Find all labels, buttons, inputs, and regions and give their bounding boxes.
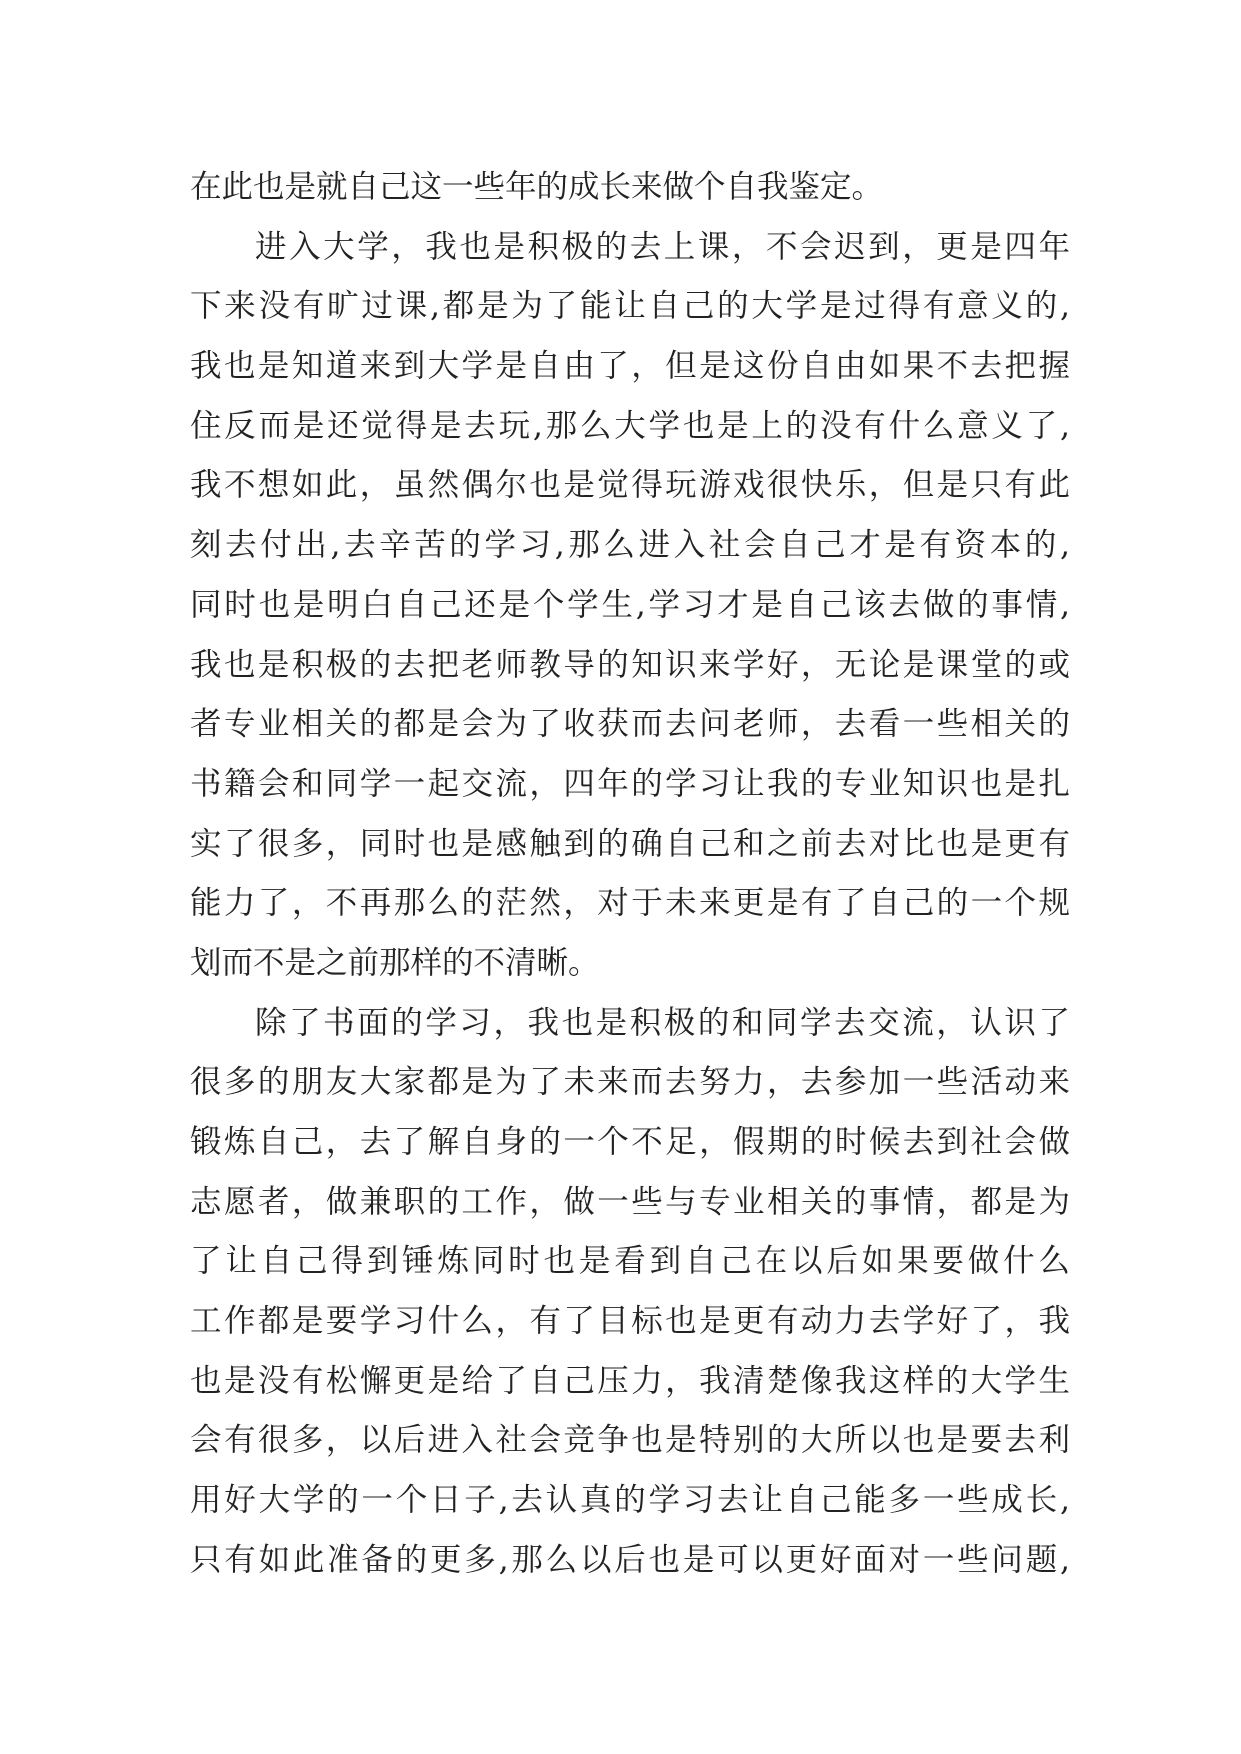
text-line: 划而不是之前那样的不清晰。 (190, 944, 600, 981)
paragraph-first-line: 进入大学，我也是积极的去上课，不会迟到，更是四年 (255, 228, 1070, 265)
text-line: 工作都是要学习什么，有了目标也是更有动力去学好了，我 (190, 1303, 1070, 1340)
text-line: 在此也是就自己这一些年的成长来做个自我鉴定。 (190, 169, 884, 205)
text-line: 实了很多，同时也是感触到的确自己和之前去对比也是更有 (190, 825, 1070, 862)
text-line: 住反而是还觉得是去玩,那么大学也是上的没有什么意义了, (190, 407, 1070, 444)
text-line: 我不想如此，虽然偶尔也是觉得玩游戏很快乐，但是只有此 (190, 467, 1070, 504)
text-line: 书籍会和同学一起交流，四年的学习让我的专业知识也是扎 (190, 765, 1070, 802)
text-line: 志愿者，做兼职的工作，做一些与专业相关的事情，都是为 (190, 1183, 1070, 1220)
text-line: 会有很多，以后进入社会竞争也是特别的大所以也是要去利 (190, 1422, 1070, 1459)
text-line: 我也是积极的去把老师教导的知识来学好，无论是课堂的或 (190, 646, 1070, 683)
text-line: 用好大学的一个日子,去认真的学习去让自己能多一些成长, (190, 1482, 1070, 1519)
body-text (190, 158, 1070, 1591)
text-line: 下来没有旷过课,都是为了能让自己的大学是过得有意义的, (190, 288, 1070, 325)
text-line: 很多的朋友大家都是为了未来而去努力，去参加一些活动来 (190, 1064, 1070, 1101)
text-line: 刻去付出,去辛苦的学习,那么进入社会自己才是有资本的, (190, 527, 1070, 564)
text-line: 只有如此准备的更多,那么以后也是可以更好面对一些问题, (190, 1541, 1070, 1578)
paragraph-first-line: 除了书面的学习，我也是积极的和同学去交流，认识了 (255, 1004, 1070, 1041)
text-line: 我也是知道来到大学是自由了，但是这份自由如果不去把握 (190, 348, 1070, 385)
text-line: 者专业相关的都是会为了收获而去问老师，去看一些相关的 (190, 706, 1070, 743)
text-line: 锻炼自己，去了解自身的一个不足，假期的时候去到社会做 (190, 1124, 1070, 1160)
text-line: 了让自己得到锤炼同时也是看到自己在以后如果要做什么 (190, 1243, 1070, 1280)
text-line: 也是没有松懈更是给了自己压力，我清楚像我这样的大学生 (190, 1362, 1070, 1399)
text-line: 能力了，不再那么的茫然，对于未来更是有了自己的一个规 (190, 885, 1070, 922)
text-line: 同时也是明白自己还是个学生,学习才是自己该去做的事情, (190, 586, 1070, 623)
